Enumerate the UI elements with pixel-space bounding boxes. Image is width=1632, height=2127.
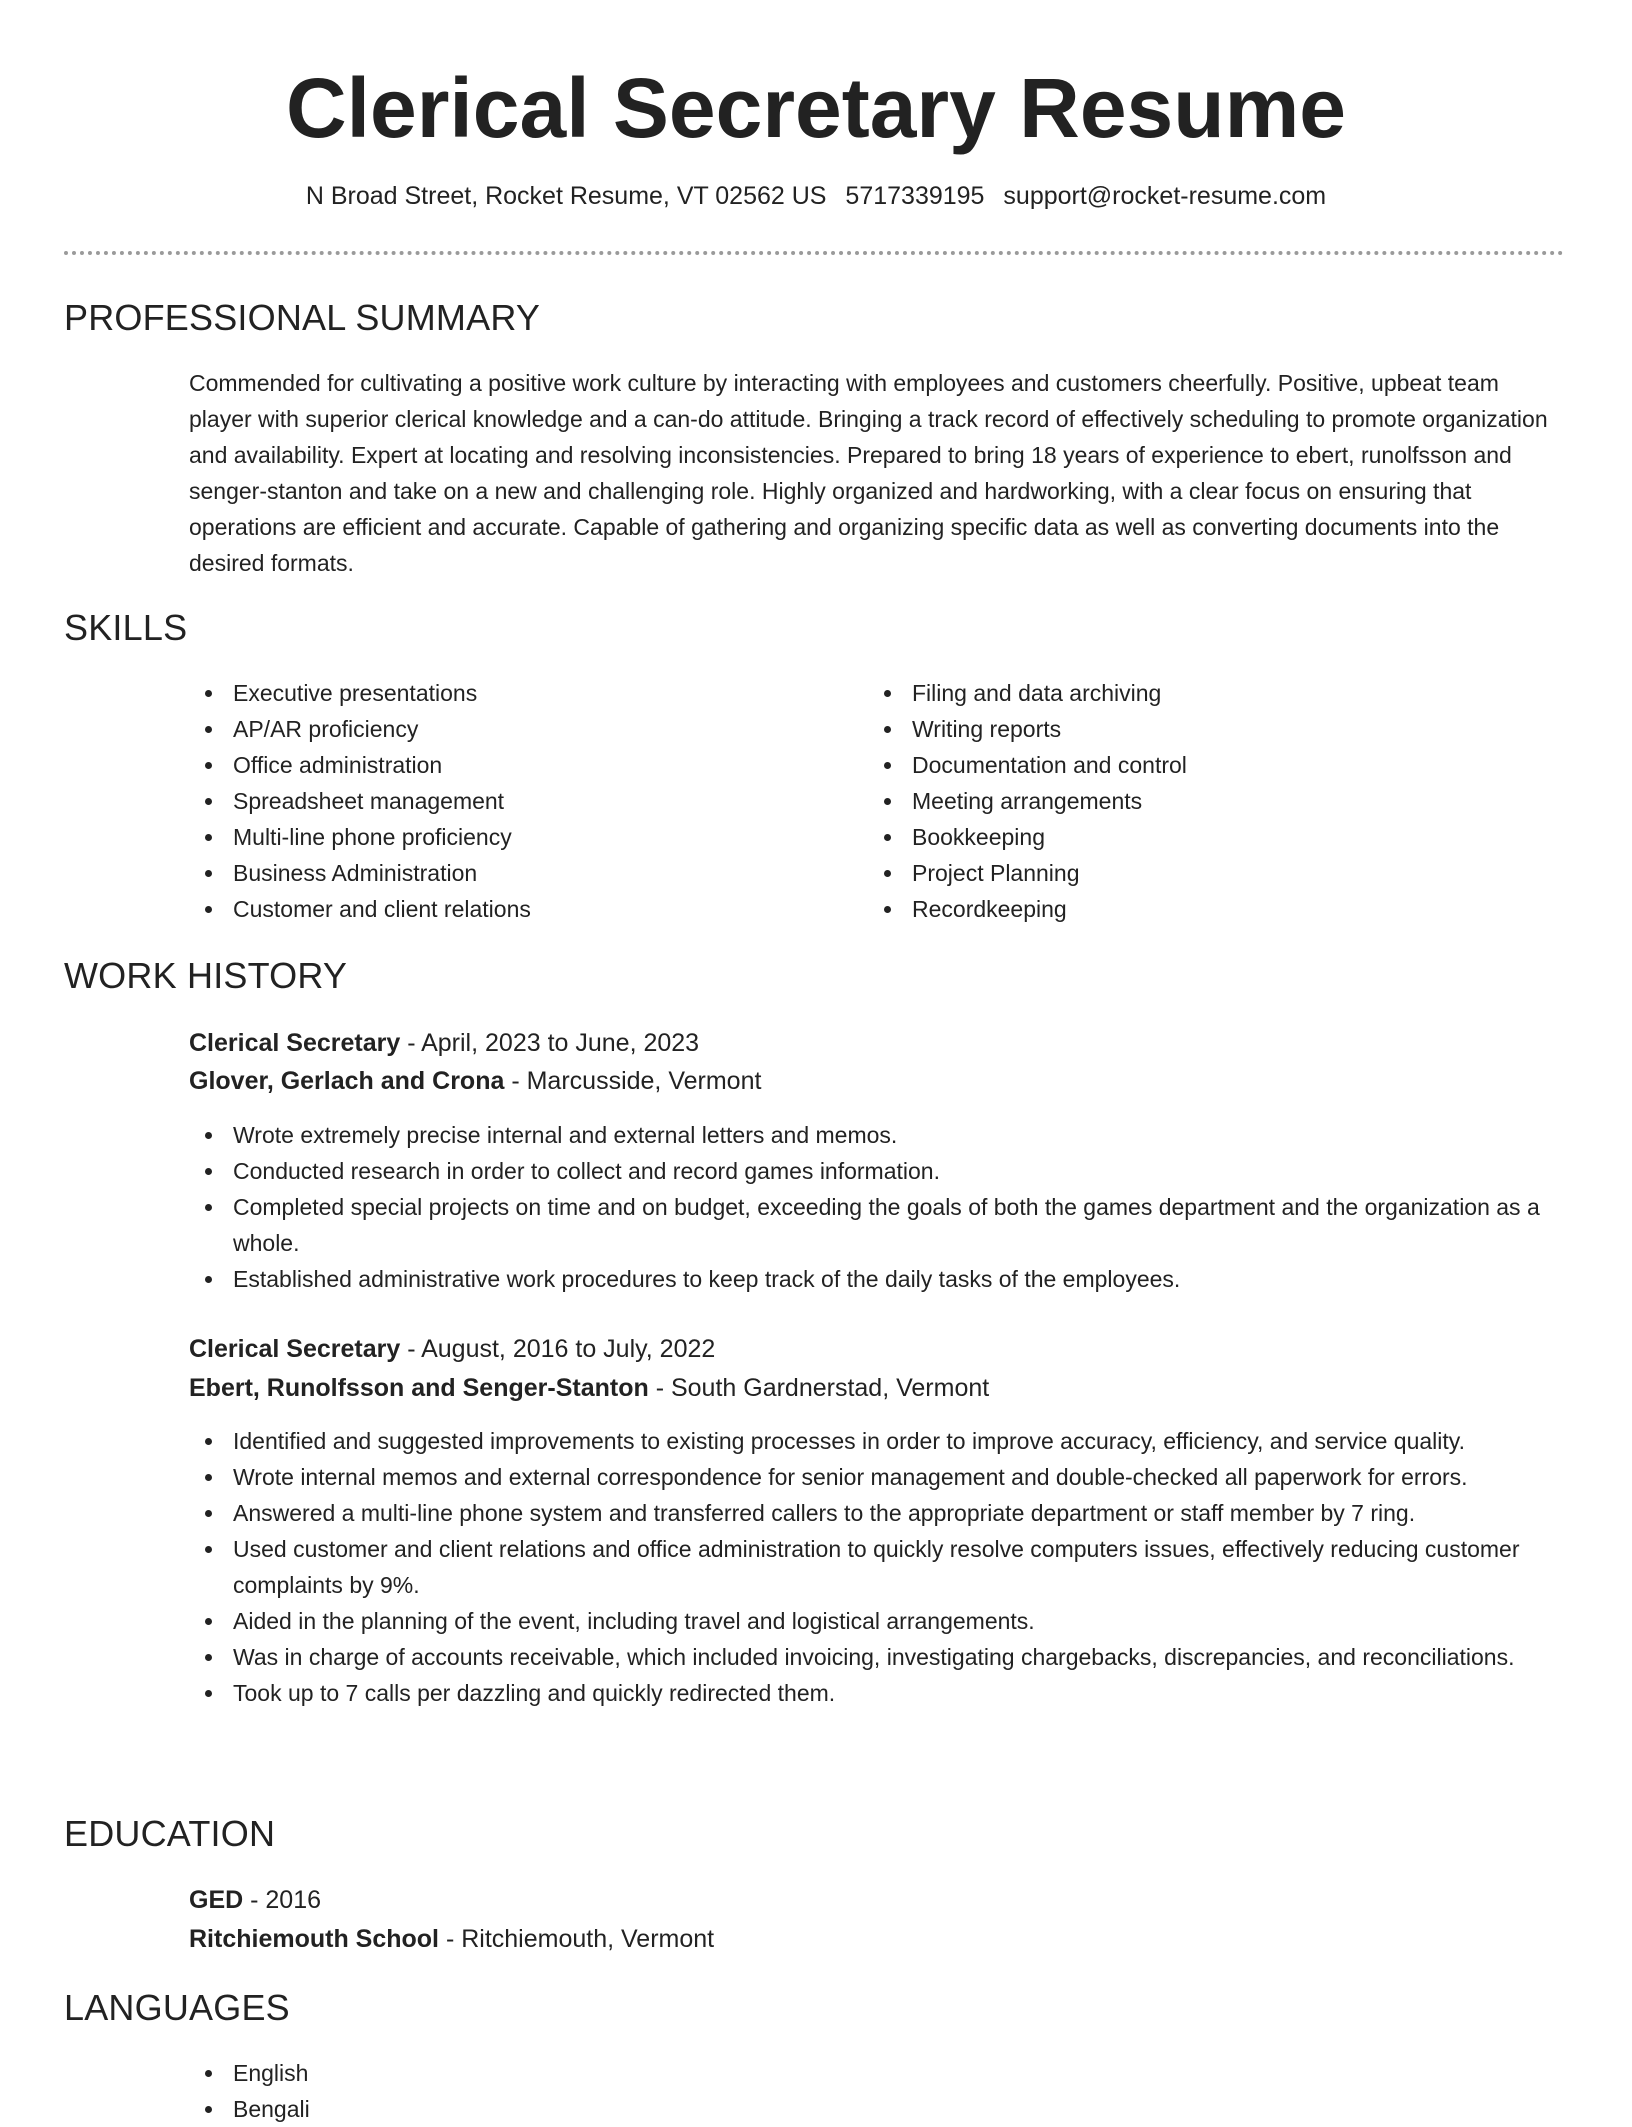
job-bullet: Took up to 7 calls per dazzling and quickly redirected them. (189, 1675, 1564, 1711)
job-bullet: Completed special projects on time and on budget, exceeding the goals of both the games department and the organization as a whole. (189, 1189, 1564, 1261)
summary-heading: PROFESSIONAL SUMMARY (64, 297, 541, 338)
skill-item: Business Administration (189, 855, 829, 891)
job-bullet: Wrote extremely precise internal and external letters and memos. (189, 1117, 1564, 1153)
job-title: Clerical Secretary (189, 1029, 401, 1057)
job-bullet: Aided in the planning of the event, including travel and logistical arrangements. (189, 1603, 1564, 1639)
contact-email: support@rocket-resume.com (1003, 182, 1327, 210)
skills-list-right (868, 675, 1508, 927)
skill-item: Writing reports (868, 711, 1508, 747)
education-location: - Ritchiemouth, Vermont (439, 1925, 715, 1953)
language-item: English (189, 2055, 1564, 2091)
skill-item: Documentation and control (868, 747, 1508, 783)
resume-title: Clerical Secretary Resume (286, 61, 1346, 155)
skill-item: Meeting arrangements (868, 783, 1508, 819)
skills-list-left (189, 675, 829, 927)
languages-heading: LANGUAGES (64, 1987, 290, 2028)
work-heading: WORK HISTORY (64, 955, 348, 996)
job-bullet: Established administrative work procedures to keep track of the daily tasks of the employees. (189, 1261, 1564, 1297)
job-location: - South Gardnerstad, Vermont (648, 1374, 990, 1402)
education-school-line (189, 1920, 714, 1958)
contact-line (0, 178, 1632, 214)
education-school: Ritchiemouth School (189, 1925, 439, 1953)
skill-item: Office administration (189, 747, 829, 783)
job-bullets (189, 1423, 1564, 1711)
skill-item: Spreadsheet management (189, 783, 829, 819)
job-bullet: Identified and suggested improvements to existing processes in order to improve accuracy, efficiency, and service quality. (189, 1423, 1564, 1459)
job-company-line (189, 1062, 761, 1100)
skill-item: Recordkeeping (868, 891, 1508, 927)
skill-item: Filing and data archiving (868, 675, 1508, 711)
summary-text: Commended for cultivating a positive work culture by interacting with employees and customers cheerfully. Positive, upbeat team player with superior clerical knowledge and a can-do attitude. Bringing a track record of effectively scheduling to promote organization and availability. Expert at locating and resolving inconsistencies. Prepared to bring 18 years of experience to ebert, runolfsson and senger-stanton and take on a new and challenging role. Highly organized and hardworking, with a clear focus on ensuring that operations are efficient and accurate. Capable of gathering and organizing specific data as well as converting documents into the desired formats. (189, 370, 1548, 576)
education-heading: EDUCATION (64, 1813, 276, 1854)
job-title-line (189, 1024, 699, 1062)
job-bullets (189, 1117, 1564, 1297)
job-location: - Marcusside, Vermont (504, 1067, 762, 1095)
job-bullet: Was in charge of accounts receivable, which included invoicing, investigating chargebacks, discrepancies, and reconciliations. (189, 1639, 1564, 1675)
job-company-line (189, 1369, 989, 1407)
skill-item: Customer and client relations (189, 891, 829, 927)
job-bullet: Wrote internal memos and external correspondence for senior management and double-checked all paperwork for errors. (189, 1459, 1564, 1495)
education-degree: GED (189, 1886, 244, 1914)
header-divider (64, 251, 1564, 255)
skill-item: AP/AR proficiency (189, 711, 829, 747)
job-title: Clerical Secretary (189, 1335, 401, 1363)
skill-item: Project Planning (868, 855, 1508, 891)
skill-item: Bookkeeping (868, 819, 1508, 855)
skill-item: Executive presentations (189, 675, 829, 711)
job-bullet: Conducted research in order to collect and record games information. (189, 1153, 1564, 1189)
job-dates: - April, 2023 to June, 2023 (400, 1029, 700, 1057)
job-company: Ebert, Runolfsson and Senger-Stanton (189, 1374, 649, 1402)
job-bullet: Used customer and client relations and office administration to quickly resolve computers issues, effectively reducing customer complaints by 9%. (189, 1531, 1564, 1603)
job-company: Glover, Gerlach and Crona (189, 1067, 505, 1095)
language-item: Bengali (189, 2091, 1564, 2127)
contact-phone: 5717339195 (845, 182, 985, 210)
skill-item: Multi-line phone proficiency (189, 819, 829, 855)
education-degree-line (189, 1881, 321, 1919)
job-dates: - August, 2016 to July, 2022 (400, 1335, 716, 1363)
skills-heading: SKILLS (64, 607, 188, 648)
job-bullet: Answered a multi-line phone system and transferred callers to the appropriate department or staff member by 7 ring. (189, 1495, 1564, 1531)
languages-list (189, 2055, 1564, 2127)
education-year: - 2016 (243, 1886, 322, 1914)
job-title-line (189, 1330, 715, 1368)
contact-address: N Broad Street, Rocket Resume, VT 02562 US (305, 182, 827, 210)
